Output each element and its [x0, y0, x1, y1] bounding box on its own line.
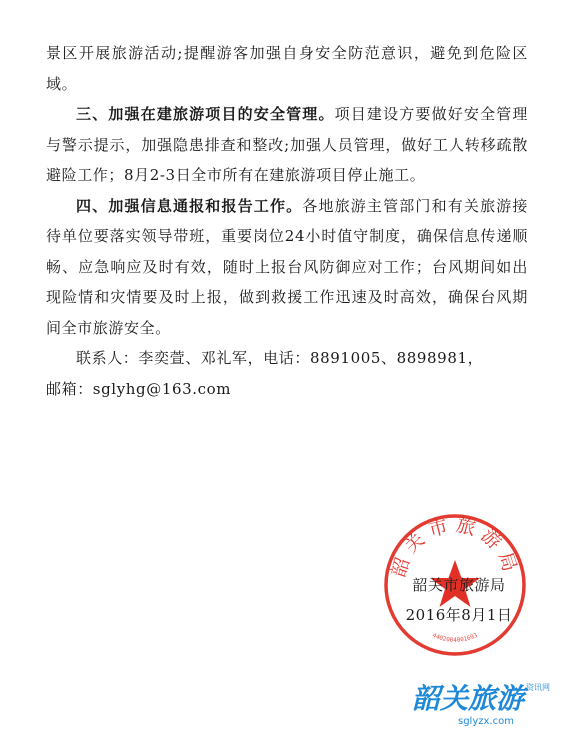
- paragraph-construction-safety: [46, 99, 528, 191]
- email-line: 邮箱：sglyhg@163.com: [46, 379, 232, 398]
- signature-organization: 韶关市旅游局: [412, 576, 506, 594]
- section-heading-4: 四、加强信息通报和报告工作。: [76, 196, 303, 215]
- logo-sub: 资讯网: [526, 683, 550, 692]
- section-body-4: 各地旅游主管部门和有关旅游接待单位要落实领导带班，重要岗位24小时值守制度，确保信息传递顺畅、应急响应及时有效，随时上报台风防御应对工作；台风期间如出现险情和灾情要及时上报，做到救援工作迅速及时高效，确保台风期间全市旅游安全。: [46, 196, 528, 337]
- paragraph-tail: 景区开展旅游活动;提醒游客加强自身安全防范意识，避免到危险区域。: [46, 44, 528, 93]
- seal-text: 韶关市旅游局: [387, 514, 523, 580]
- contact-line: 联系人：李奕萱、邓礼军，电话：8891005、8898981，: [76, 349, 484, 367]
- logo-brand: 韶关旅游: [412, 682, 525, 715]
- svg-text:4402004001693: [431, 632, 479, 644]
- logo-url: sglyzx.com: [458, 716, 514, 727]
- paragraph-info-reporting: [46, 191, 528, 344]
- document-body: [46, 38, 528, 404]
- signature-date: 2016年8月1日: [405, 606, 513, 624]
- seal-serial: 4402004001693: [431, 631, 479, 644]
- sglyzx-logo: [410, 676, 560, 730]
- section-body-3: 项目建设方要做好安全管理与警示提示，加强隐患排查和整改;加强人员管理，做好工人转移疏散避险工作；8月2-3日全市所有在建旅游项目停止施工。: [46, 105, 528, 184]
- section-heading-3: 三、加强在建旅游项目的安全管理。: [76, 105, 335, 123]
